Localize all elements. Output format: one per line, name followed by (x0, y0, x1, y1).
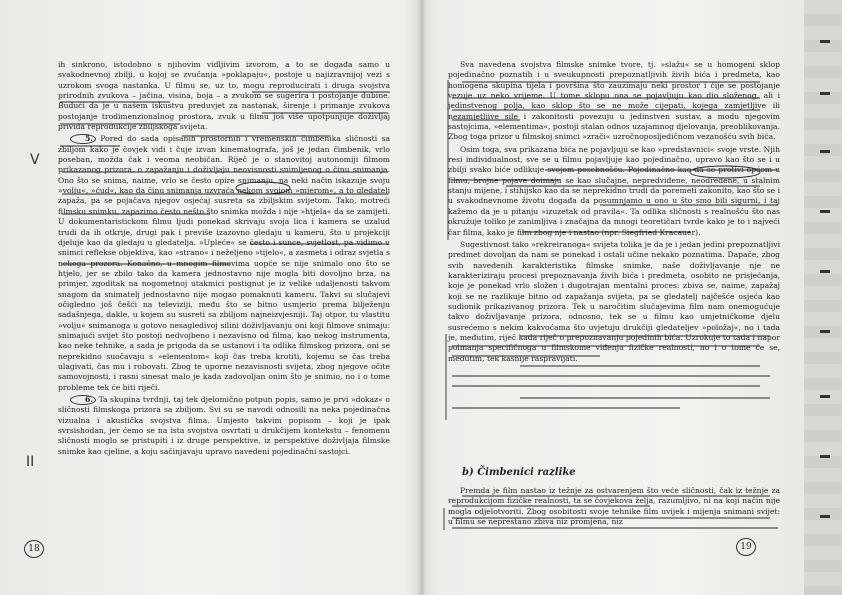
circled-number-5: 5. (70, 134, 96, 144)
edge-tab (820, 515, 830, 518)
left-paragraph-2-text: Pored do sada opisanih prostornih i vremenskih čimbenika sličnosti sa zbiljom kako je čovjek vidi i čuje izvan kinematografa, još je jedan čimbenik, vrlo poseban, možda čak i veoma neobičan. Riječ je o stanovitoj autonomiji filmom prikazanog prizora, o zapažanju i doživljaju neovisnosti snimljenog o činu snimanja. Ono što se snima, naime, vrlo se često opire snimanju, na neki način iskazuje svoju »volju«, »ćud«, kao da činu snimanja uzvraća nekom svojom »mjerom«, a to gledatelj zapaža, pa se pojačava njegov osjećaj susreta sa zbiljskim svijetom. Tako, motreći filmsku snimku, zapazimo često nešto što snimka možda i nije »htjela« da se zamijeti. U dokumentaristickom filmu ljudi ponekad skrivaju svoja lica i kamera se uzalud trudi da ih otkrije, drugi pak i previše izazovno gledaju u kameru, što u projekciji djeluje kao da gledaju u gledatelja. »Upleće« se često i sunce, svjetlost, pa vidimo u snimci reflekse objektiva, kao »strano« i neželjeno »tijelo«, a zasmeta i odraz svjetla s nekoga prozora. Konačno, u mnogim filmovima uopće se nije snimalo ono što se htjelo, jer se zbilo tako da kamera jednostavno nije mogla biti dovoljno brza, na primjer, zgoditak na nogometnoj utakmici postignut je iz velike udaljenosti takvom snagom da snimatelj jednostavno nije mogao pomaknuti kameru. Takvi su slučajevi očigledno još češći na televiziji, među što se bitno usmjerio prema bilježenju sadašnjega, dakle, u kojem su susreti sa zbiljom najneizvjesniji. Taj otpor, tu vlastitu »volju« snimanoga u gotovo nesagledivoj silini doživljavanju oni koji filmove snimaju: snimajući svijet što postoji nedvojbeno i nezavisno od filma, kao nekog instrumenta, kao neke tehnike, a sada je prigoda da se ustanovi i ta odlika filmskog prizora, oni se neprekidno suočavaju s »elementom« koji čas trebа krotiti, kojemu se čas treba ulagivati, čas mu i robovati. Zbog te uporne nezavisnosti svijeta, zbog njegove očite samovojnosti, i rasni sinesat malo je kada zadovoljan onim što je snimio, no i o tome probleme tek će biti riječi. (58, 134, 390, 392)
left-paragraph-3-text: Ta skupina tvrdnji, taj tek djelomično potpun popis, samo je prvi »dokaz« o sličnosti filmskoga prizora sa zbiljom. Svi su se navodi odnosili na neka pojedinačna vizualna i akustička svojstva filma. Umjesto takvim popisom – koji je ipak svrsishodan, jer ćemo se na ista svojstva osvrtati u drukčijem kontekstu – fenomenu sličnosti moglo se pristupiti i iz druge perspektive, iz perspektive doživljaja filmske snimke kao cjeline, a koju sačinjavaju upravo navedeni pojedinačni sastojci. (58, 395, 390, 456)
section-heading: b) Čimbenici razlike (462, 467, 576, 478)
left-page (58, 60, 390, 459)
edge-tab (820, 395, 830, 398)
edge-tab (820, 40, 830, 43)
right-page (448, 60, 780, 366)
edge-tab (820, 270, 830, 273)
edge-tab (820, 150, 830, 153)
right-paragraph-2: Osim toga, sva prikazana bića ne pojavljuju se kao »predstavnici« svoje vrste. Njih resi individualnost, sve se u filmu pojavljuje kao pojedinačno, upravo kao što se i u zbilji svako biće odlikuje svojom posebnošću. Pojedinačno kao da se protivi općem u filmu, brojne pojave doimaju se kao slučajne, nepredviđene, neodređene, u stalnim stanju mijene, i stihijsko kao da se neprekidno trudi da poremeti zakonito, kao što se i u svakodnevnome životu događa da posumnjamo u ono u što smo bili sigurni, i taj kažemo da je u pitanju »izuzetak od pravila«. Ta odlika sličnosti s realnošću što nas okružuje toliko je zanimljiva i značajna da mnogi teoretičari tvrde kako je to i najveći čar filma, kako je film zbog nje i nastao (npr. Siegfried Kracauer). (448, 144, 780, 237)
right-paragraph-1: Sva navedena svojstva filmske snimke tvore, tj. »slažu« se u homogeni sklop pojedinačno poznatih i u sveukupnosti prepoznatljivih živih bića i predmeta, kao homogena skupina tijela i površina što zauzimaju neki prostor i čije se postojanje vezuje uz neko vrijeme. U tome sklopu ona se pojavljuju kao dio složenog, ali i jedinstvenog polja, kao sklop što se ne može cijepati, kojega zamjetljive ili nezamjetljive sile i zakonitosti povezuju u jedinstven sustav, a modu njegovim sastojcima, »elementima«, postoji stalan odnos uzajamnog djelovanja, preoblikovanja. Zbog toga prizor u filmskoj snimci »zrači« uzročnoposljedičnom vezanošću svih bića. (448, 60, 780, 142)
edge-tab (820, 330, 830, 333)
page-number-right: 19 (736, 538, 756, 556)
right-paragraph-4: Premda je film nastao iz težnje za ostvarenjem što veće sličnosti, čak iz težnje za reprodukcijom fizičke realnosti, ta se čovjekova želja, razumljivo, ni na koji način nije mogla odjelotvoriti. Zbog osobitosti svoje tehnike film uvijek i mijenja snimani svijet: u filmu se neprestano zbiva niz promjena, niz (448, 486, 780, 527)
left-paragraph-1: ih sinkrono, istodobno s njihovim vidljivim izvorom, a to se događa samo u svakodnevnoj zbilji, u kojoj se zvučanja »poklapaju«, postoje u najizravnijoj vezi s uzrokom svoga nastanka. U filmu se, uz to, mogu reproducirati i druga svojstva prirodnih zvukova – jačina, visina, boja – a zvukom se sugerira i postojanje dubine. Budući da je u našem iskustvu preduvjet za nastanak, širenje i primanje zvukova postojanje trodimenzionalnog prostora, zvuk u filmu još više upotpunjuje doživljaj privida reprodukcije zbiljskoga svijeta. (58, 60, 390, 132)
left-paragraph-2 (58, 134, 390, 393)
right-paragraph-3: Sugestivnost tako »rekreiranoga« svijeta tolika je da je i jedan jedini prepoznatljivi predmet dovoljan da nam se ponekad i ostali učine nekako poznatima. Dapače, zbog svih navedenih karakteristika filmske snimke, naše doživljavanje nje ne karakteriziraju procesi prepoznavanja živih bića i predmeta, osobito ne prisjećanja, koje je ponekad vrlo složen i dugotrajan mentalni proces: zbiva se, naime, zapažaj koji se ne razlikuje bitno od zapažanja svijeta, pa se gledatelj najčešće osjeća kao sudionik prikazivanog prizora. Tek u naročitim slučajevima film nam onemogućuje takvo doživljavanje prizora, odnosno, tek se u filmu kao umjetničkome djelu susrećemo s nekim kakvoćama što uvjetuju drukčiji gledateljev »položaj«, no i tada je, međutim, riječ kada riječ o prepoznavanju pojedinih bića. Uzrokuje to tada i napor poimanja specifičnoga u filmskome viđenju fizičke realnosti, no i o tome će se, međutim, tek kasnije raspravljati. (448, 239, 780, 363)
edge-tab (820, 210, 830, 213)
margin-mark-v: V (30, 152, 40, 168)
edge-tab (820, 455, 830, 458)
right-page-after-heading (448, 486, 780, 529)
book-gutter (418, 0, 426, 595)
page-edge-tabs (804, 0, 842, 595)
circled-number-6: 6. (70, 395, 96, 405)
left-paragraph-3 (58, 395, 390, 457)
edge-tab (820, 92, 830, 95)
page-number-left: 18 (24, 540, 44, 558)
margin-mark-ii: II (26, 454, 35, 470)
